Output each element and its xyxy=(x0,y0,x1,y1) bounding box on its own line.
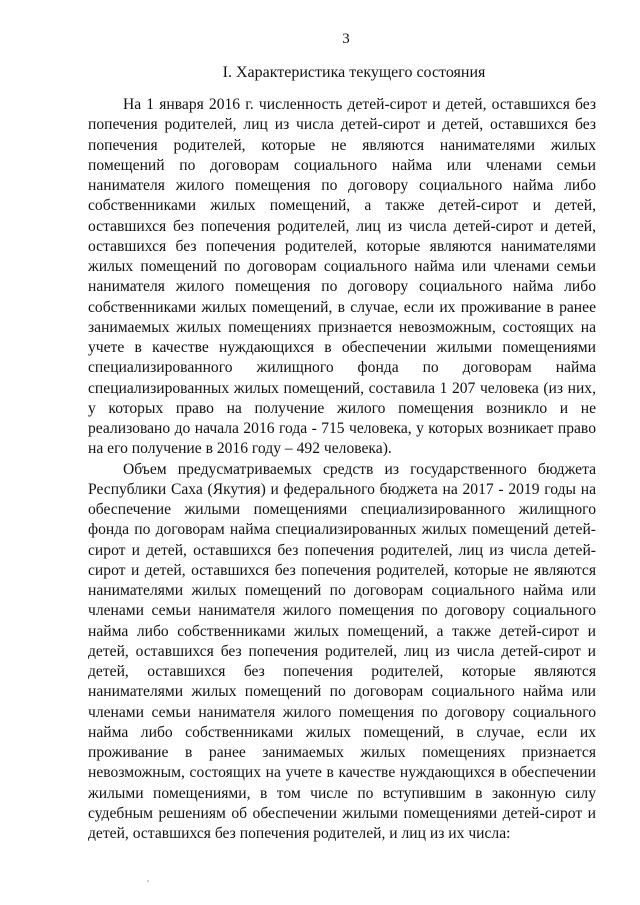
section-title: I. Характеристика текущего состояния xyxy=(222,64,486,81)
page-number: 3 xyxy=(342,31,350,47)
paragraph-funding: Объем предусматриваемых средств из государственного бюджета Республики Саха (Якутия) и федерального бюджета на 2017 - 2019 годы на обеспечение жилыми помещениями специализированного жилищного фонда по договорам найма специализированных жилых помещений детей-сирот и детей, оставшихся без попечения родителей, лиц из числа детей-сирот и детей, оставшихся без попечения родителей, которые не являются нанимателями жилых помещений по договорам социального найма или членами семьи нанимателя жилого помещения по договору социального найма либо собственниками жилых помещений, а также детей-сирот и детей, оставшихся без попечения родителей, лиц из числа детей-сирот и детей, оставшихся без попечения родителей, которые являются нанимателями жилых помещений по договорам социального найма или членами семьи нанимателя жилого помещения по договору социального найма либо собственниками жилых помещений, в случае, если их проживание в ранее занимаемых жилых помещениях признается невозможным, состоящих на учете в качестве нуждающихся в обеспечении жилыми помещениями, в том числе по вступившим в законную силу судебным решениям об обеспечении жилыми помещениями детей-сирот и детей, оставшихся без попечения родителей, и лиц из их числа: xyxy=(88,460,596,842)
scan-speck xyxy=(147,880,149,882)
paragraph-status: На 1 января 2016 г. численность детей-сирот и детей, оставшихся без попечения родителей, лиц из числа детей-сирот и детей, оставшихся без попечения родителей, которые не являются нанимателями жилых помещений по договорам социального найма или членами семьи нанимателя жилого помещения по договору социального найма либо собственниками жилых помещений, а также детей-сирот и детей, оставшихся без попечения родителей, лиц из числа детей-сирот и детей, оставшихся без попечения родителей, которые являются нанимателями жилых помещений по договорам социального найма или членами семьи нанимателя жилого помещения по договору социального найма либо собственниками жилых помещений, в случае, если их проживание в ранее занимаемых жилых помещениях признается невозможным, состоящих на учете в качестве нуждающихся в обеспечении жилыми помещениями специализированного жилищного фонда по договорам найма специализированных жилых помещений, составила 1 207 человека (из них, у которых право на получение жилого помещения возникло и не реализовано до начала 2016 года - 715 человека, у которых возникает право на его получение в 2016 году – 492 человека). xyxy=(88,96,596,458)
body-text xyxy=(88,95,596,844)
